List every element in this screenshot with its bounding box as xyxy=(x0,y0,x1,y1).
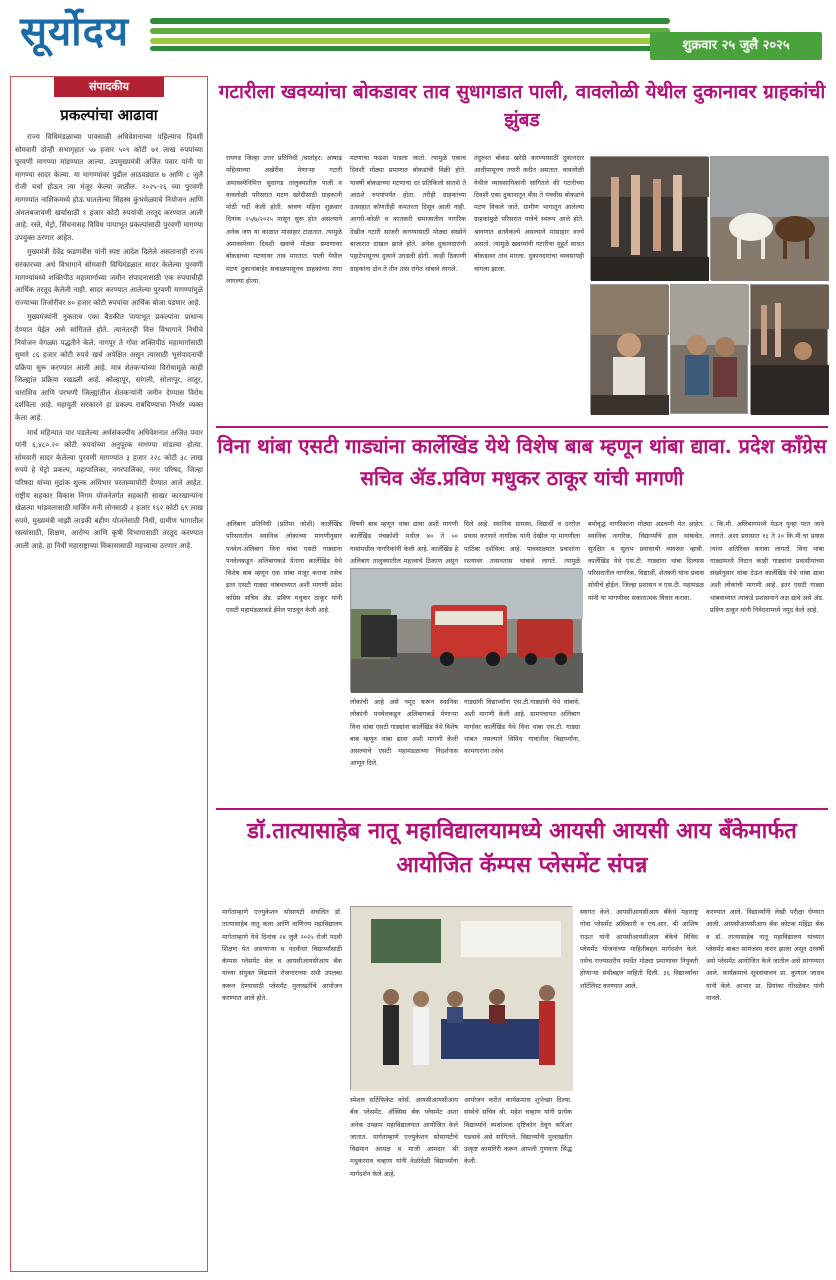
article-text-column: अलिबाग प्रतिनिधी (प्रतिमा जोशी) कार्लेखिंड परिसरातील स्थानिक लोकांच्या मागणीनुसार पनवेल-अलिबाग विना थांबा एसटी गाड्यांना पनवेलकडून अलिबागकडे येताना कार्लेखिंड येथे विशेष बाब म्हणून एक थांबा मंजूर करावा तसेच इतर एसटी गाड्या थांबवाव्यात अशी मागणी प्रदेश काँग्रेस सचिव ॲड. प्रविण मधुकर ठाकूर यांनी एसटी महामंडळाकडे ईमेल पाठवून केली आहे. xyxy=(226,520,342,615)
stripe xyxy=(150,38,670,44)
photo-butcher xyxy=(590,284,668,414)
editorial-paragraph: मार्च महिन्यात पार पडलेल्या अर्थसंकल्पीय अधिवेशनात अजित पवार यांनी ६,४८०.२० कोटी रुपयांच्या अनुपूरक मागण्या मांडल्या होत्या. सोमवारी सादर केलेल्या पुरवणी मागण्यांत ३ हजार २२८ कोटी ३८ लाख रुपये हे मेट्रो प्रकल्प, महापालिका, नगरपालिका, नगर परिषद, जिल्हा परिषदा यांच्या मुद्रांक शुल्क अधिभार परताव्यापोटी देण्यात आले आहेत. राष्ट्रीय सहकार विकास निगम योजनेतर्गत सहकारी साखर कारखान्यांना खेळत्या भांडवलासाठी मार्जिन मनी लोनसाठी २ हजार १६२ कोटी ६९ लाख रुपये, मुख्यमंत्री माझी लाडकी बहीण योजनेसाठी निधी, ग्रामीण भागातील रस्त्यांसाठी, शिक्षण, आरोग्य आणि कृषी विभागासाठी तरतूद करण्यात आली आहे. हा निधी महाराष्ट्राच्या विकासासाठी महत्त्वाचा ठरणार आहे. xyxy=(15,427,203,550)
photo-customers xyxy=(670,284,748,414)
article-text-column: करण्यात आले. विद्यार्थ्यांनी लेखी परीक्षा घेण्यात आली. आयसीआयसीआय बँक कोटक महिंद्रा बँक व डॉ. तात्यासाहेब नातू महाविद्यालय यांच्यात प्लेसमेंट बाबत सामंजस्य करार झाला असून दरवर्षी असे प्लेसमेंट आयोजित केले जातील असे सांगण्यात आले. कार्यक्रमाचे सूत्रसंचालन प्रा. कुणाल जाधव यांनी केले. आभार प्रा. प्रियांका गोंधळेकर यांनी मानले. xyxy=(706,908,824,1003)
masthead-decorative-stripes xyxy=(150,18,670,52)
article-photo-collage xyxy=(590,156,828,414)
article-gatari xyxy=(216,76,828,424)
editorial-paragraph: मुख्यमंत्र्यांनी नुकताच एका बैठकीत पायाभूत प्रकल्पांना प्राधान्य देण्यात येईल असे सांगितले होते. त्यानंतरही वित्त विभागाने निधीचे नियोजन वेगळ्या पद्धतीने केले. नागपूर ते गोवा शक्तिपीठ महामार्गासाठी सुमारे ८६ हजार कोटी रुपये खर्च अपेक्षित असून त्यासाठी भूसंपादनाची प्रक्रिया सुरू करण्यात आली आहे. मात्र शेतकऱ्यांच्या विरोधामुळे काही जिल्ह्यांत प्रक्रिया रखडली आहे. कोल्हापूर, सांगली, सोलापूर, लातूर, धाराशिव आणि परभणी जिल्ह्यांतील शेतकऱ्यांनी जमीन देण्यास विरोध दर्शविला आहे. महायुती सरकारने हा प्रकल्प राबविण्याचा निर्धार व्यक्त केला आहे. xyxy=(15,312,203,423)
article-text-column: आयोजन करीत कार्यक्रमास शुभेच्छा दिल्या. संस्थेचे सचिव श्री. महेश चव्हाण यांनी प्रत्येक विद्यार्थ्याने स्पर्धात्मक दृष्टिकोन ठेवून करिअर घडवावे असे सांगितले. विद्यार्थ्यांनी मुलाखतीत उत्कृष्ट कामगिरी करून आपली गुणवत्ता सिद्ध केली. xyxy=(464,1096,572,1166)
article-text-column: दिले आहे. स्थानिक ग्रामस्थ, विद्यार्थी व दररोज प्रवास करणारे नागरिक यांनी देखील या मागणीला पाठिंबा दर्शविला आहे. पावसाळ्यात प्रवाशांना रस्त्यावर तासनतास थांबावे लागते. त्यामुळे xyxy=(464,520,580,565)
editorial-label: संपादकीय xyxy=(54,77,164,97)
article-text-column: गाड्यांनी विद्यार्थ्यांना एस.टी.गाड्यांनी येथे थांबावे, अशी मागणी केली आहे. ग्रामपंचायत अलिबाग मार्गावर कार्लेखिंड येथे विना थांबा एस.टी. गाड्या थांबत नसल्याने विविध गावांतील विद्यार्थ्यांना, कामगारांना तसेच xyxy=(464,698,580,756)
article-text-column: स्पेशल सर्टिफिकेट कोर्स, आयसीआयसीआय बँक प्लेसमेंट, ॲक्सिस बँक प्लेसमेंट अशा अनेक उपक्रम महाविद्यालयात आयोजित केले जातात. मार्गताम्हाणे एज्युकेशन सोसायटीचे विद्यमान अध्यक्ष व माजी आमदार श्री मधुकरराव चव्हाण यांनी वेळोवेळी विद्यार्थ्यांना मार्गदर्शन केले आहे. xyxy=(350,1096,458,1178)
photo-shop-counter xyxy=(750,284,828,414)
editorial-column xyxy=(10,76,208,1272)
photo-placement-event xyxy=(350,906,572,1090)
stripe xyxy=(150,18,670,24)
article-text-column: रायगड जिल्हा उत्तर प्रतिनिधी /वार्ताहर: आषाढ महिन्याच्या अखेरीस येणाऱ्या गटारी अमावस्येनिमित्त सुधागड तालुक्यातील पाली व वावलोळी परिसरात मटण खरेदीसाठी ग्राहकांनी मोठी गर्दी केली होती. श्रावण महिना शुक्रवार दिनांक २५/७/२०२५ पासून सुरू होत असल्याने अनेक जण या काळात मांसाहार टाळतात. त्यामुळे अमावस्येच्या दिवशी खवय्ये मोठ्या प्रमाणावर बोकडाच्या मटणावर ताव मारतात. पाली येथील मटण दुकानांबाहेर सकाळपासूनच ग्राहकांच्या रांगा लागल्या होत्या. xyxy=(226,154,342,285)
article-headline[interactable]: डॉ.तात्यासाहेब नातू महाविद्यालयामध्ये आयसी आयसी आय बँकेमार्फत आयोजित कॅम्पस प्लेसमेंट संपन्न xyxy=(247,818,797,878)
article-st-bus-stop xyxy=(216,426,828,804)
editorial-body xyxy=(15,131,203,553)
article-campus-placement xyxy=(216,808,828,1272)
editorial-title: प्रकल्पांचा आढावा xyxy=(60,106,158,124)
photo-meat-shop xyxy=(590,156,708,280)
article-text-column: लोकांची आहे असे नमूद करून स्थानिक लोकांनी पनवेलकडून अलिबागकडे येणाऱ्या विना थांबा एसटी गाड्यांना कार्लेखिंड येथे विशेष बाब म्हणून थांबा द्यावा अशी मागणी केली असल्याचे एसटी महामंडळाच्या निदर्शनास आणून दिले. xyxy=(350,698,458,768)
article-text-column: ८ कि.मी. अलिबागमध्ये येऊन पुन्हा परत जावे लागते. अशा प्रवासात १६ ते २० कि.मी.चा प्रवास त्यांना अतिरिक्त करावा लागतो. विना थांबा गाड्यांमध्ये निदान काही गाड्यांना प्रवासीयांच्या संख्येनुसार थांबा देऊन कार्लेखिंड येथे थांबा द्यावा अशी लोकांची मागणी आहे. इतर एसटी गाड्या थांबवाव्यात त्याकडे प्रशासनाने लक्ष द्यावे असे ॲड. प्रविण ठाकूर यांनी निवेदनामध्ये नमूद केले आहे. xyxy=(710,520,824,615)
article-text-column: स्वागत केले. आयसीआयसीआय बँकेचे महाराष्ट्र गोवा प्लेसमेंट अधिकारी व एच.आर. श्री आशिष राऊत यांनी आयसीआयसीआय बँकेचे विविध प्लेसमेंट योजनांच्या माहितीबद्दल मार्गदर्शन केले. तसेच राज्यस्तरीय स्पर्धेत मोठ्या प्रमाणावर नियुक्ती होणाऱ्या संधीबद्दल माहिती दिली. ३६ विद्यार्थ्यांचा शॉर्टलिस्ट करण्यात आले. xyxy=(580,908,698,990)
photo-goats xyxy=(710,156,828,280)
article-headline[interactable]: विना थांबा एसटी गाड्यांना कार्लेखिंड येथे विशेष बाब म्हणून थांबा द्यावा. प्रदेश काँग्रेस सचिव ॲड.प्रविण मधुकर ठाकूर यांची मागणी xyxy=(217,434,827,490)
editorial-paragraph: मुख्यमंत्री देवेंद्र फडणवीस यांनी स्पष्ट आदेश दिलेले असतानाही राज्य सरकारच्या अर्थ विभागाने सोमवारी विधिमंडळात सादर केलेल्या पुरवणी मागण्यांमध्ये शक्तिपीठ महामार्गाच्या जमीन संपादनासाठी एक रुपयाचीही आर्थिक तरतूद केलेली नाही. सादर करण्यात आलेल्या पुरवणी मागण्यांमुळे राज्याच्या तिजोरीवर ४० हजार कोटी रुपयांचा आर्थिक बोजा पडणार आहे. xyxy=(15,247,203,307)
stripe xyxy=(150,28,670,34)
editorial-paragraph: राज्य विधिमंडळाच्या पावसाळी अधिवेशनाच्या पहिल्याच दिवशी सोमवारी दोन्ही सभागृहात ५७ हजार ५०९ कोटी ७१ लाख रुपयांच्या पुरवणी मागण्या मांडण्यात आल्या. उपमुख्यमंत्री अजित पवार यांनी या मागण्या सादर केल्या. या मागण्यांवर पुढील आठवड्यात ७ आणि ८ जुलै रोजी चर्चा होऊन त्या मंजूर केल्या जातील. २०२५-२६ च्या पुरवणी मागण्यांत नाशिकमध्ये होऊ घातलेल्या सिंहस्थ कुंभमेळ्याचे नियोजन आणि अंमलबजावणी खर्चासाठी १ हजार कोटी रुपयांची तरतूद करण्यात आली आहे. रस्ते, मेट्रो, सिंचनासह विविध पायाभूत प्रकल्पांसाठी पुरवणी मागण्या उपयुक्त ठरणार आहेत. xyxy=(15,132,203,242)
stripe xyxy=(150,46,670,51)
photo-st-buses xyxy=(350,568,582,692)
newspaper-logo[interactable]: सूर्योदय xyxy=(20,8,130,55)
article-text-column: मटणाचा फडशा पाडला जातो. त्यामुळे एकाच दिवशी मोठ्या प्रमाणात बोकडांची विक्री होते. यावर्षी बोकडाच्या मटणाचा दर प्रतिकिलो सातशे ते आठशे रुपयांपर्यंत होता. तरीही ग्राहकांच्या उत्साहात कोणतीही कमतरता दिसून आली नाही. आगरी-कोळी व कातकरी समाजातील नागरिक देखील गटारी साजरी करण्यासाठी मोठ्या संख्येने बाजारात दाखल झाले होते. अनेक दुकानदारांनी पहाटेपासूनच दुकाने उघडली होती. काही ठिकाणी ग्राहकांना दोन ते तीन तास रांगेत थांबावे लागले. xyxy=(350,154,466,273)
article-text-column: विषयी बाब म्हणून थांबा द्यावा अशी मागणी कार्लेखिंड पंचक्रोशी मधील ४० ते ५० गावांमधील नागरिकांनी केली आहे. कार्लेखिंड हे अलिबाग तालुक्यातील महत्त्वाचे ठिकाण असून xyxy=(350,520,458,565)
article-headline[interactable]: गटारीला खवय्यांचा बोकडावर ताव सुधागडात पाली, वावलोळी येथील दुकानावर ग्राहकांची झुंबड xyxy=(218,81,826,131)
article-text-column: तंदुरुस्त बोकड खरेदी करण्यासाठी दुकानदार आधीपासूनच तयारी करीत असतात. वावलोळी येथील व्यावसायिकांनी सांगितले की गटारीच्या दिवशी एका दुकानातून वीस ते पंचवीस बोकडांचे मटण विकले जाते. ग्रामीण भागातून आलेल्या ग्राहकांमुळे परिसरात यात्रेचे स्वरूप आले होते. श्रावणात व्रतवैकल्ये असल्याने मांसाहार वर्ज्य असतो. त्यामुळे खवय्यांनी गटारीचा मुहूर्त साधत बोकडावर ताव मारला. दुकानदारांचा व्यवसायही चांगला झाला. xyxy=(474,154,584,273)
article-text-column: मार्गताम्हाणे एज्युकेशन सोसायटी संचलित डॉ. तात्यासाहेब नातू कला आणि वाणिज्य महाविद्यालय मार्गताम्हाणे येथे दिनांक २४ जुलै २०२५ रोजी पदवी शिक्षण घेत असणाऱ्या व पदवीधर विद्यार्थ्यांसाठी कॅम्पस प्लेसमेंट सेल व आयसीआयसीआय बँक यांच्या संयुक्त विद्यमाने रोजगाराच्या संधी उपलब्ध करून देण्यासाठी प्लेसमेंट मुलाखतींचे आयोजन करण्यात आले होते. xyxy=(222,908,342,1003)
masthead xyxy=(0,0,836,64)
article-text-column: बयोवृद्ध नागरिकांना मोठ्या अडचणी येत आहेत. स्थानिक नागरिक, विद्यार्थ्यांचे हाल थांबावेत, सुरक्षित व सुलभ प्रवासाची व्यवस्था व्हावी. कार्लेखिंड येथे एस.टी. गाड्यांना थांबा दिल्यास परिसरातील नागरिक, विद्यार्थी, शेतकरी यांना प्रवास सोयीचे होईल. जिल्हा प्रशासन व एस.टी. महामंडळ यांनी या मागणीवर सकारात्मक विचार करावा. xyxy=(588,520,704,602)
issue-date: शुक्रवार २५ जुलै २०२५ xyxy=(650,32,822,60)
